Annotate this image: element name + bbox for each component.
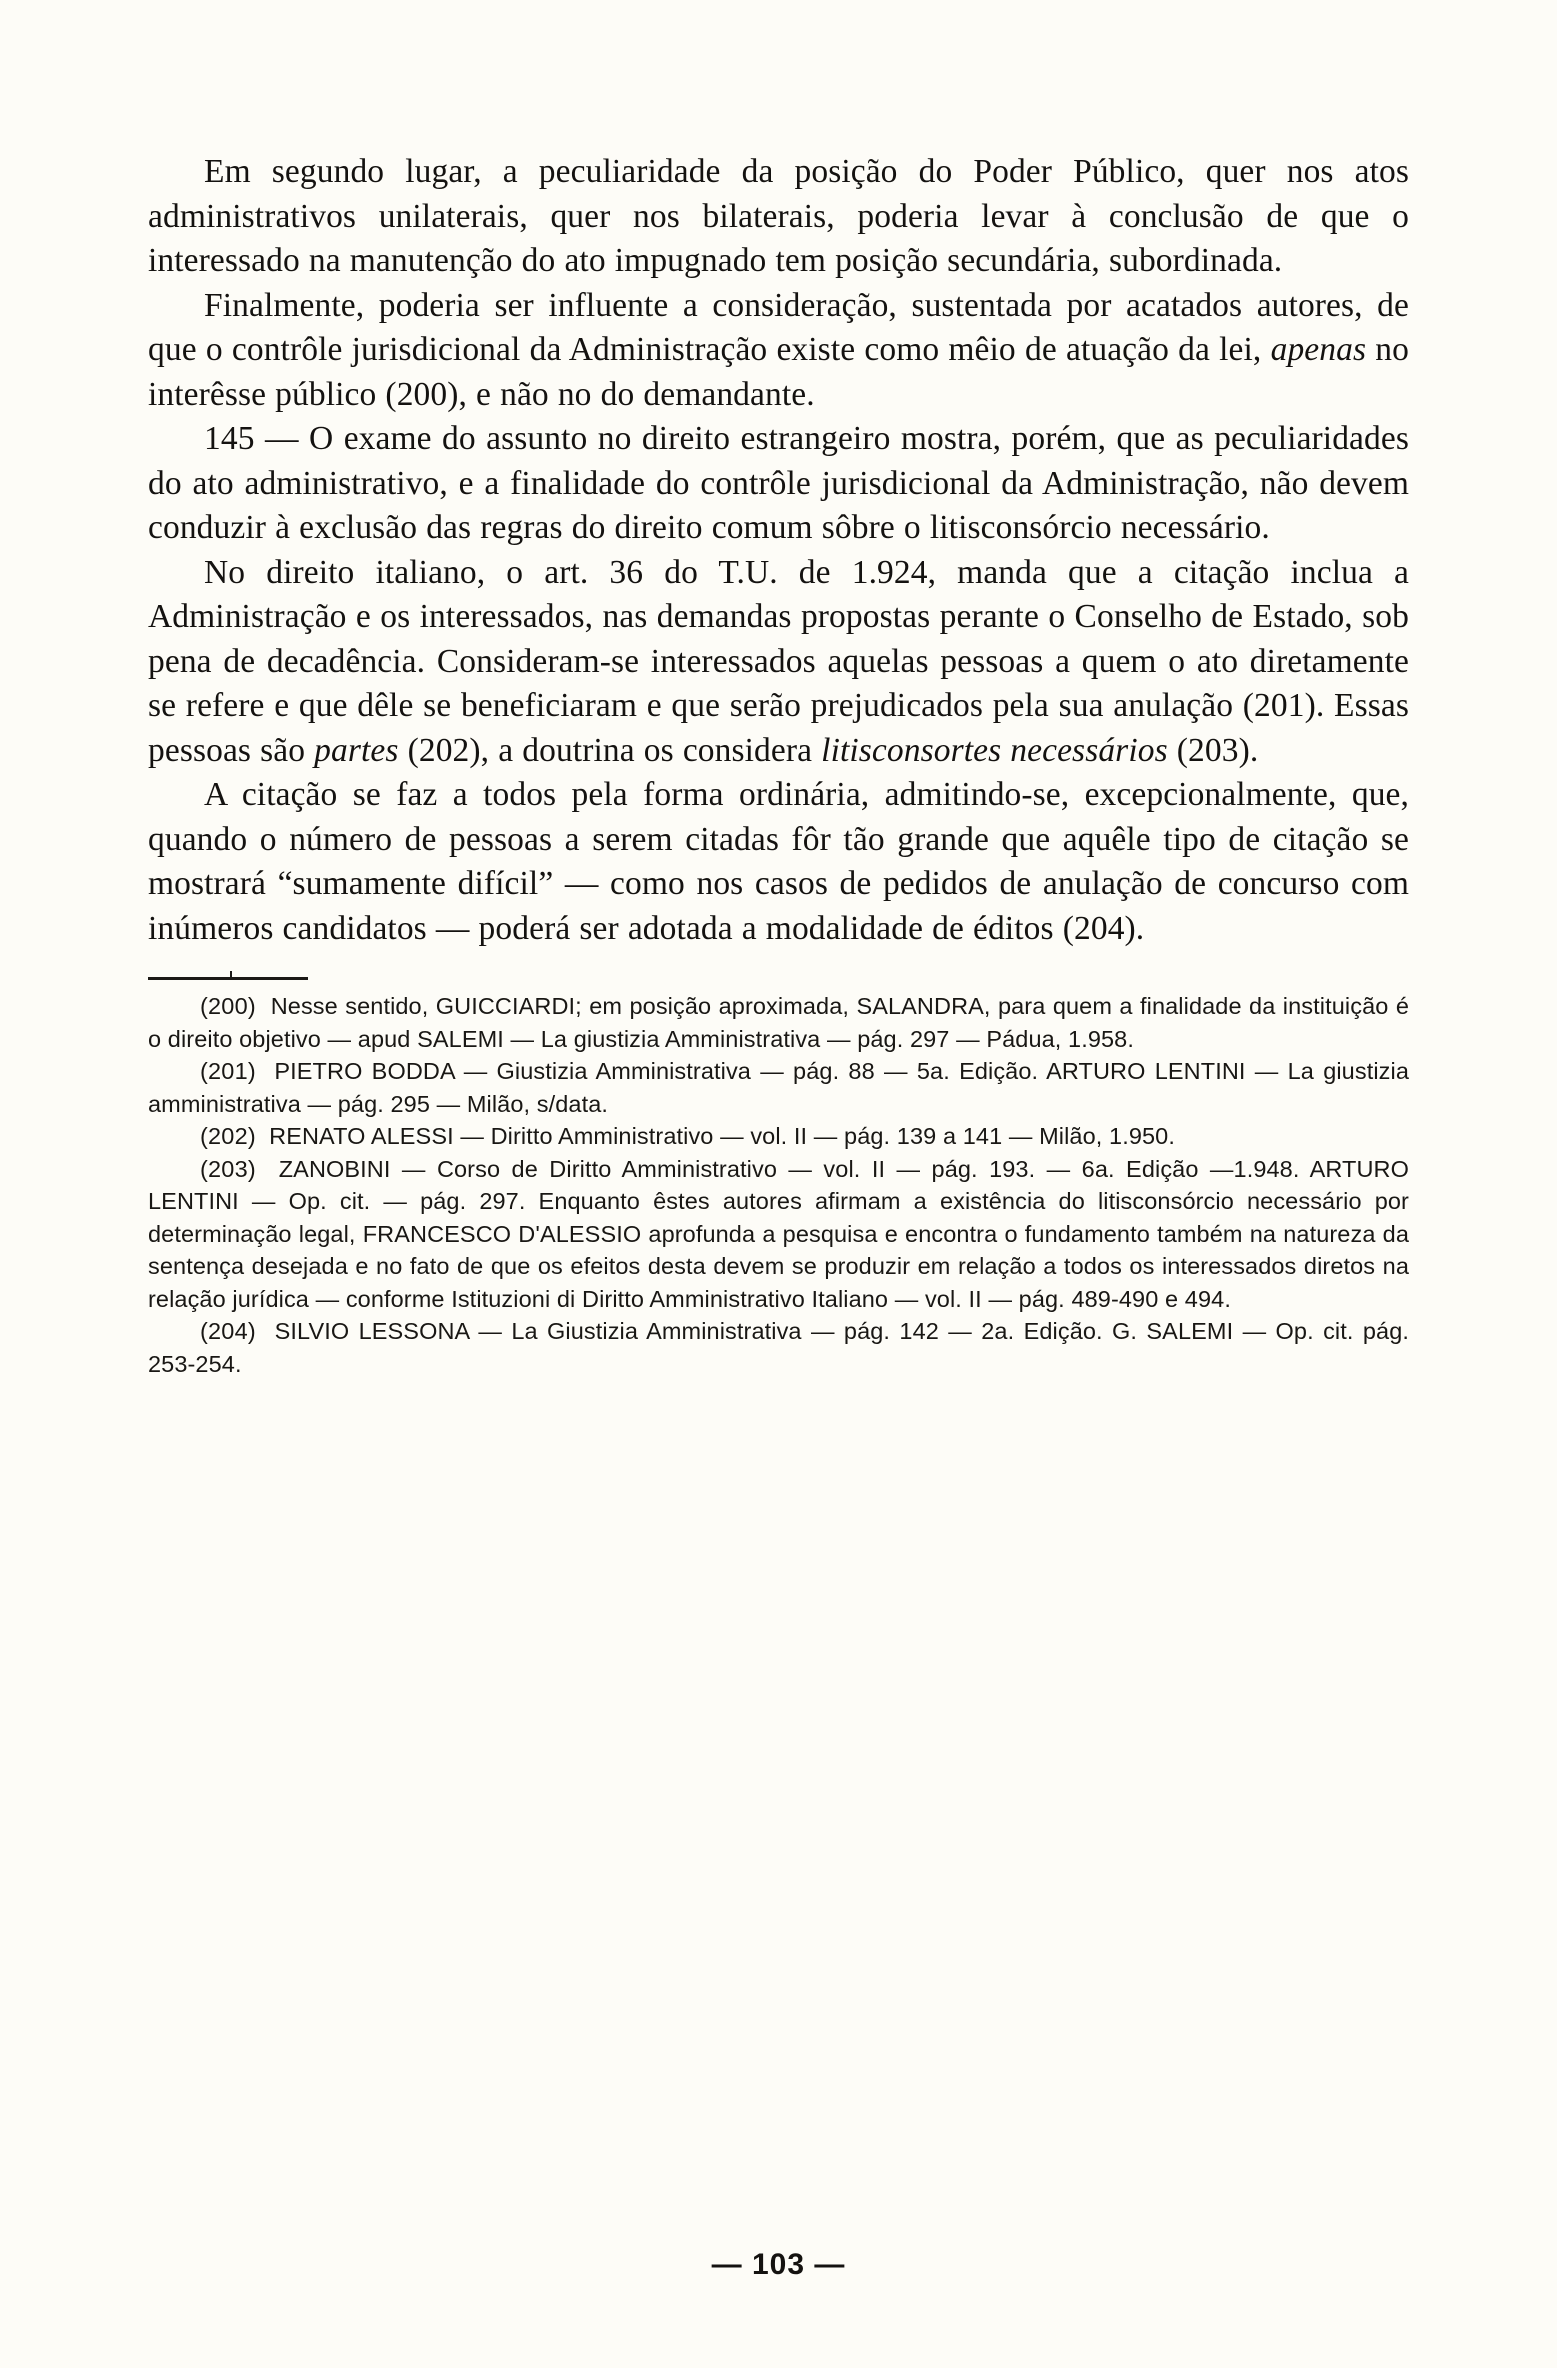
footnote-200 — [148, 990, 1409, 1055]
footnote-201-text: PIETRO BODDA — Giustizia Amministrativa — pág. 88 — 5a. Edição. ARTURO LENTINI — La giustizia amministrativa — pág. 295 — Milão, s/data. — [148, 1058, 1409, 1117]
page-number: — 103 — — [711, 2248, 846, 2281]
footnotes-block — [148, 990, 1409, 1380]
paragraph-3: 145 — O exame do assunto no direito estrangeiro mostra, porém, que as peculiaridades do ato administrativo, e a finalidade do contrôle jurisdicional da Administração, não devem conduzir à exclusão das regras do direito comum sôbre o litisconsórcio necessário. — [148, 420, 1409, 546]
italic-litisconsortes: litisconsortes necessários — [821, 731, 1168, 769]
footnote-201-number: (201) — [200, 1058, 256, 1084]
footnote-200-number: (200) — [200, 993, 256, 1019]
footnote-203 — [148, 1153, 1409, 1316]
page-footer — [0, 2248, 1557, 2282]
footnote-200-text: Nesse sentido, GUICCIARDI; em posição aproximada, SALANDRA, para quem a finalidade da instituição é o direito objetivo — apud SALEMI — La giustizia Amministrativa — pág. 297 — Pádua, 1.958. — [148, 993, 1409, 1052]
footnote-204 — [148, 1315, 1409, 1380]
footnote-201 — [148, 1055, 1409, 1120]
footnote-202-number: (202) — [200, 1123, 256, 1149]
paragraph-4: No direito italiano, o art. 36 do T.U. de 1.924, manda que a citação inclua a Administração e os interessados, nas demandas propostas perante o Conselho de Estado, sob pena de decadência. Consideram-se interessados aquelas pessoas a quem o ato diretamente se refere e que dêle se beneficiaram e que serão prejudicados pela sua anulação (201). Essas pessoas são partes (202), a doutrina os considera litisconsortes necessários (203). — [148, 553, 1409, 769]
italic-partes: partes — [314, 731, 399, 769]
footnote-divider — [148, 977, 308, 980]
italic-apenas: apenas — [1270, 331, 1367, 368]
footnote-204-text: SILVIO LESSONA — La Giustizia Amministrativa — pág. 142 — 2a. Edição. G. SALEMI — Op. cit. pág. 253-254. — [148, 1318, 1409, 1377]
footnote-204-number: (204) — [200, 1318, 256, 1344]
footnote-203-number: (203) — [200, 1155, 256, 1182]
footnote-202-text: RENATO ALESSI — Diritto Amministrativo — vol. II — pág. 139 a 141 — Milão, 1.950. — [269, 1123, 1175, 1149]
paragraph-2: Finalmente, poderia ser influente a consideração, sustentada por acatados autores, de que o contrôle jurisdicional da Administração existe como mêio de atuação da lei, apenas no interêsse público (200), e não no do demandante. — [148, 286, 1409, 413]
paragraph-5: A citação se faz a todos pela forma ordinária, admitindo-se, excepcionalmente, que, quando o número de pessoas a serem citadas fôr tão grande que aquêle tipo de citação se mostrará “sumamente difícil” — como nos casos de pedidos de anulação de concurso com inúmeros candidatos — poderá ser adotada a modalidade de éditos (204). — [148, 776, 1409, 947]
footnote-202 — [148, 1120, 1409, 1153]
body-text-block — [148, 150, 1409, 951]
footnote-203-text: ZANOBINI — Corso de Diritto Amministrativo — vol. II — pág. 193. — 6a. Edição —1.948. ARTURO LENTINI — Op. cit. — pág. 297. Enquanto êstes autores afirmam a existência do litisconsórcio necessário por determinação legal, FRANCESCO D'ALESSIO aprofunda a pesquisa e encontra o fundamento também na natureza da sentença desejada e no fato de que os efeitos desta devem se produzir em relação a todos os interessados diretos na relação jurídica — conforme Istituzioni di Diritto Amministrativo Italiano — vol. II — pág. 489-490 e 494. — [148, 1155, 1409, 1312]
paragraph-1: Em segundo lugar, a peculiaridade da posição do Poder Público, quer nos atos administrativos unilaterais, quer nos bilaterais, poderia levar à conclusão de que o interessado na manutenção do ato impugnado tem posição secundária, subordinada. — [148, 153, 1409, 279]
